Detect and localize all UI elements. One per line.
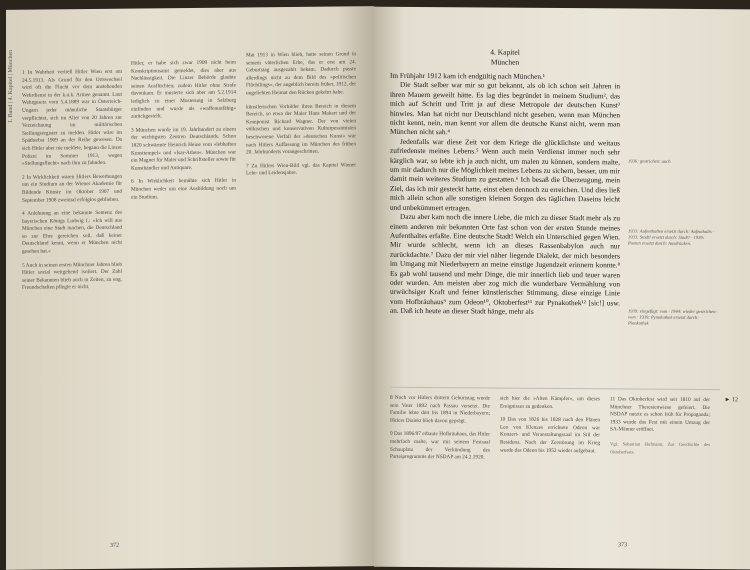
footnote: Hitler, er habe sich zwar 1909 nicht beim Konskriptionsamt gemeldet, dies aber aus Nachlässigkeit. Die Linzer Behörde glaubte seinen Ausflüchten; zudem Hitler ohne Strafe davonkam. Er musterte sich aber am 5.2.1914 lediglich zu einer Musterung in Salzburg einfinden und wurde als »waffenunfähig« zurückgestellt.: [131, 59, 236, 120]
right-page: [374, 7, 750, 570]
footnote: 5 Auch in seinen ersten Münchner Jahren blieb Hitler sozial weitgehend isoliert. Der Zahl seiner Bekannten blieb auch in Zeiten, zu eng. Freundschaften pflegte er nicht.: [22, 261, 122, 292]
footnote: 7 Zu Hitlers Wien-Bild vgl. das Kapitel Wiener Lehr- und Leidensjahre.: [246, 161, 356, 177]
footnote: 8 Noch vor Hitlers drittem Geburtstag wurde sein Vater 1892 nach Passau versetzt. Die Familie lebte dort bis 1894 in Niederbayern; Hitlers Dialekt blieb davon geprägt.: [390, 394, 490, 425]
footnote: 3 München wurde im 19. Jahrhundert zu einem der wichtigsten Zentren Deutschlands. Schon 1820 schwärmte Heinrich Heine vom »lebhaften Kunsttempel« und »Isar-Athen«. München war ein Magnet für Maler und Schriftsteller sowie für Kunsthändler und Antiquare.: [131, 126, 236, 172]
footnote-source: Vgl. Sebastian Hofmann, Zur Geschichte des Oktoberfests.: [610, 441, 710, 455]
page-number: 372: [110, 542, 119, 549]
footnote: 6 In Wirklichkeit bemühte sich Hitler in München weder um eine Ausbildung noch um ein Studium.: [131, 177, 236, 201]
footnote: künstlerischen Vorbilder ihren Bereich in diesem Bereich, so etwa der Maler Hans Makart und der Komponist Richard Wagner. Der von vielen völkischen und konservativen Kulturpessimisten beschworene Verfall der »deutschen Kunst« war nach Hitlers Auffassung im München des frühen 20. Jahrhunderts vorangeschritten.: [246, 102, 356, 156]
footnote: 10 Das von 1826 bis 1828 nach den Plänen Leo von Klenzes errichtete Odeon war Konzert- und Veranstaltungssaal im Stil der Residenz. Nach der Zerstörung im Krieg wurde das Odeon bis 1952 wieder aufgebaut.: [500, 416, 600, 454]
footnote-column-1: [22, 69, 122, 299]
footnote-column-2: [500, 396, 600, 462]
chapter-heading: [390, 47, 620, 69]
margin-note: 1939: eingefügt: vom · 1944: wieder gestrichen: vom · 1939: Pynakothek ersetzt durch: Pinakothek: [628, 308, 717, 326]
page-number: 373: [618, 542, 627, 549]
footnote: sich hier die »Alten Kämpfer«, um dieses Ereignisses zu gedenken.: [500, 395, 600, 410]
chapter-number: 4. Kapitel: [490, 47, 520, 57]
margin-note: 1936: gestrichen: auch: [628, 158, 671, 164]
footnote-divider: [390, 387, 720, 390]
left-page: [6, 6, 374, 570]
margin-note: 1933: Aufenthalten ersetzt durch: Aufenthalts · 1933: Stadt! ersetzt durch: Stadt? · 1939: Poeten ersetzt durch: Ausdrücken.: [628, 228, 714, 246]
footnote: 9 Das 1896/97 erbaute Hofbräuhaus, das Hitler mehrfach malte, war mit seinem Festsaal Schauplatz der Verkündung des Parteiprogramms der NSDAP am 24.2.1920.: [390, 431, 490, 461]
chapter-title: München: [490, 57, 520, 67]
footnote-column-3: [246, 51, 356, 184]
main-text: [390, 47, 620, 317]
footnote-column-1: [390, 395, 490, 468]
footnote: 1 In Wahrheit verließ Hitler Wien erst am 24.5.1913. Als Grund für den Ortswechsel wird oft die Flucht vor dem anstehenden Wehrdienst in der k.u.k. Armee genannt. Laut Wehrgesetz vom 5.4.1889 war in Österreich-Ungarn jeder männliche Staatsbürger verpflichtet, sich im Alter von 20 Jahren zur Verzeichnung im militärischen Stellungsregister zu melden. Hitler wäre im Spätherbst 1909 an der Reihe gewesen. Da sich Hitler aber nie meldete, begann die Linzer Polizei im Sommer 1913, wegen »Stellungsflucht« nach ihm zu fahnden.: [22, 68, 122, 167]
paragraph: Jedenfalls war diese Zeit vor dem Kriege die glücklichste und weitaus zufriedenste meines Lebens.⁵ Wenn auch mein Verdienst immer noch sehr kärglich war, so lebte ich ja auch nicht, um malen zu können, sondern malte, um mir dadurch nur die Möglichkeit meines Lebens zu sichern, besser, um mir damit mein weiteres Studium zu gestatten.⁶ Ich besaß die Überzeugung, mein Ziel, das ich mir gesteckt hatte, einst eben dennoch zu erreichen. Und dies ließ mich allein schon alle sonstigen kleinen Sorgen des täglichen Daseins leicht und unbekümmert ertragen.: [390, 136, 620, 213]
footnote: Mai 1913 in Wien blieb, hatte seinen Grund in seinem väterlichen Erbe, das er erst am 24. Geburtstag ausgezahlt bekam. Dadurch passte allerdings nicht zu dem Bild des »politischen Flüchtlings«, der angeblich bereits früher, 1912, der ungeliebten Heimat den Rücken gekehrt habe.: [246, 51, 356, 97]
footnote: 2 In Wirklichkeit waren Hitlers Bewerbungen um ein Studium an der Wiener Akademie für Bildende Künste im Oktober 1907 und September 1908 zweimal erfolglos geblieben.: [22, 173, 122, 204]
paragraph: Im Frühjahr 1912 kam ich endgültig nach München.¹: [390, 70, 545, 81]
paragraph: Die Stadt selber war mir so gut bekannt, als ob ich schon seit Jahren in ihren Mauern geweilt hätte. Es lag dies begründet in meinem Studium², das mich auf Schritt und Tritt ja auf diese Metropole der deutschen Kunst³ hinwies. Man hat nicht nur Deutschland nicht gesehen, wenn man München nicht kennt, nein, man kennt vor allem die deutsche Kunst nicht, wenn man München nicht sah.⁴: [390, 80, 620, 137]
footnote: 11 Das Oktoberfest wird seit 1810 auf der Münchner Theresienwiese gefeiert. Die NSDAP nutzte es schon früh für Propaganda; 1933 wurde das Fest mit einem Umzug der SA-Männer eröffnet.: [610, 396, 710, 434]
footnote-column-3: [610, 396, 710, 462]
paragraph: Dazu aber kam noch die innere Liebe, die mich zu dieser Stadt mehr als zu einem anderen mir bekannten Orte fast schon von der ersten Stunde meines Aufenthaltes erfaßte. Eine deutsche Stadt! Welch ein Unterschied gegen Wien. Mir wurde schlecht, wenn ich an dieses Rassenbabylon auch nur zurückdachte.⁷ Dazu der mir viel näher liegende Dialekt, der mich besonders im Umgang mit Niederbayern an meine einstige Jugendzeit erinnern konnte.⁸ Es gab wohl tausend und mehr Dinge, die mir innerlich lieb und teuer waren oder wurden. Am meisten aber zog mich die wunderbare Vermählung von urwüchsiger Kraft und feiner künstlerischer Stimmung, diese einzige Linie vom Hofbräuhaus⁹ zum Odeon¹⁰, Oktoberfest¹¹ zur Pynakothek¹² [sic!] usw. an. Daß ich heute an dieser Stadt hänge, mehr als: [390, 211, 620, 316]
cross-reference-arrow: ► 12: [724, 397, 738, 404]
footnote-column-2: [131, 60, 236, 208]
running-head: I. Band | 4. Kapitel | München: [8, 49, 14, 123]
footnote: 4 Anlehnung an eine bekannte Sentenz des bayerischen Königs Ludwig I.: »Ich will aus München eine Stadt machen, die Deutschland so zur Ehre gereichen soll, daß keiner Deutschland kennt, wenn er München nicht gesehen hat.«: [22, 209, 122, 255]
